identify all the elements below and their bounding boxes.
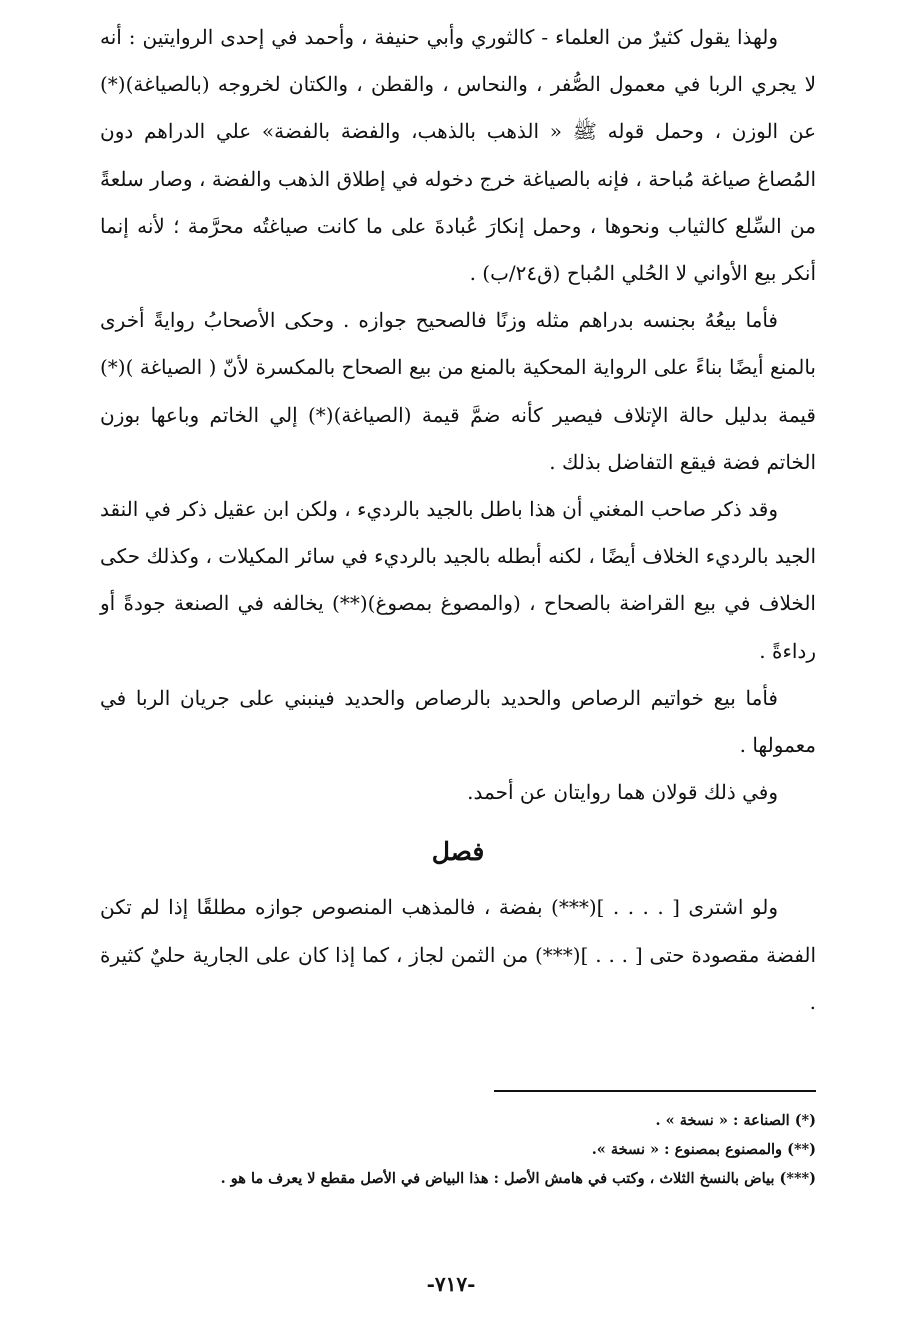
section-heading: فصل	[431, 837, 485, 867]
paragraph-3: وقد ذكر صاحب المغني أن هذا باطل بالجيد بالرديء ، ولكن ابن عقيل ذكر في النقد الجيد بالرديء الخلاف أيضًا ، لكنه أبطله بالجيد بالرديء في سائر المكيلات ، وكذلك حكى الخلاف في بيع القراضة بالصحاح ، (والمصوغ بمصوغ)(**) يخالفه في الصنعة جودةً أو رداءةً .	[100, 497, 816, 663]
paragraph-5: وفي ذلك قولان هما روايتان عن أحمد.	[467, 780, 778, 805]
footnote-1: (*) الصناعة : « نسخة » .	[655, 1112, 816, 1129]
page-body	[100, 14, 816, 1026]
footnote-2: (**) والمصنوع بمصنوع : « نسخة ».	[591, 1141, 816, 1158]
main-text	[100, 14, 816, 1026]
footnotes	[100, 1106, 816, 1193]
paragraph-2: فأما بيعُهُ بجنسه بدراهم مثله وزنًا فالصحيح جوازه . وحكى الأصحابُ روايةً أخرى بالمنع أيضًا بناءً على الرواية المحكية بالمنع من بيع الصحاح بالمكسرة لأنّ ( الصياغة )(*) قيمة بدليل حالة الإتلاف فيصير كأنه ضمَّ قيمة (الصياغة)(*) إلي الخاتم وباعها بوزن الخاتم فضة فيقع التفاضل بذلك .	[100, 308, 816, 474]
footnote-3: (***) بياض بالنسخ الثلاث ، وكتب في هامش الأصل : هذا البياض في الأصل مقطع لا يعرف ما هو .	[220, 1170, 816, 1187]
paragraph-4: فأما بيع خواتيم الرصاص والحديد بالرصاص والحديد فينبني على جريان الربا في معمولها .	[100, 685, 816, 758]
footnote-divider	[494, 1090, 816, 1092]
section-paragraph-1: ولو اشترى [ . . . . ](***) بفضة ، فالمذهب المنصوص جوازه مطلقًا إذا لم تكن الفضة مقصودة حتى [ . . . ](***) من الثمن لجاز ، كما إذا كان على الجارية حليٌ كثيرة .	[100, 895, 816, 1014]
paragraph-1: ولهذا يقول كثيرٌ من العلماء - كالثوري وأبي حنيفة ، وأحمد في إحدى الروايتين : أنه لا يجري الربا في معمول الصُّفر ، والنحاس ، والقطن ، والكتان لخروجه (بالصياغة)(*) عن الوزن ، وحمل قوله ﷺ « الذهب بالذهب، والفضة بالفضة» علي الدراهم دون المُصاغ صياغة مُباحة ، فإنه بالصياغة خرج دخوله في إطلاق الذهب والفضة ، وصار سلعةً من السِّلع كالثياب ونحوها ، وحمل إنكارَ عُبادةَ على ما كانت صياغتُه محرَّمة ؛ لأنه إنما أنكر بيع الأواني لا الحُلي المُباح (ق٢٤/ب) .	[100, 25, 816, 286]
page-number: -٧١٧-	[426, 1272, 476, 1296]
